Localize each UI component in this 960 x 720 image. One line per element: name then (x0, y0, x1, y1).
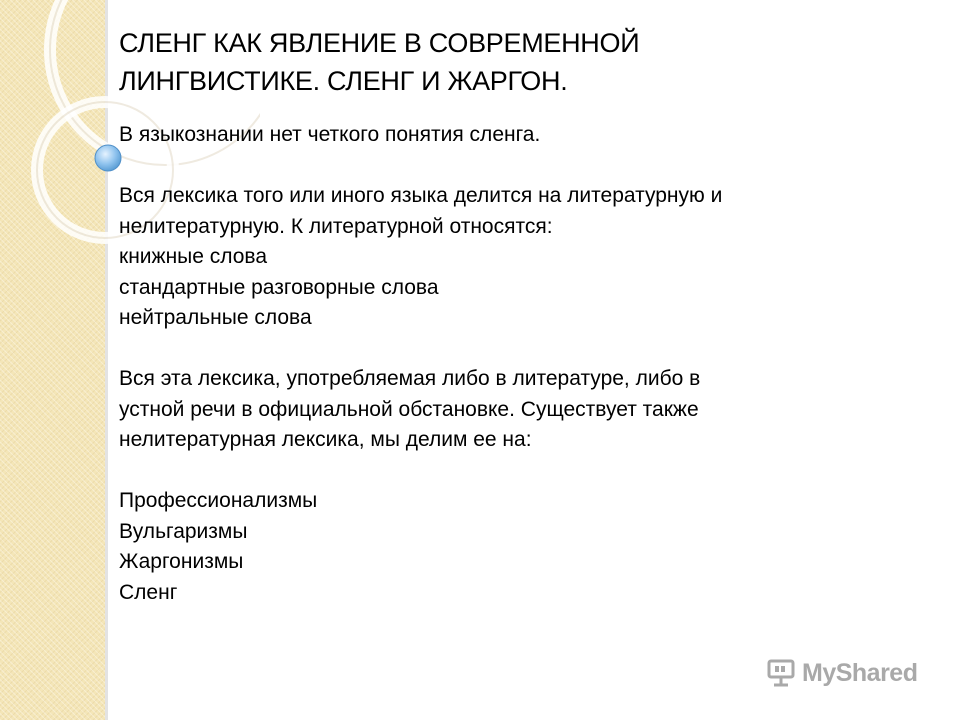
myshared-watermark (766, 656, 926, 690)
slide-title (119, 24, 939, 100)
title-line-2: ЛИНГВИСТИКЕ. СЛЕНГ И ЖАРГОН. (119, 66, 568, 96)
slide-content (119, 24, 939, 608)
nonliterary-item: Вульгаризмы (119, 519, 248, 543)
paragraph-2-line-1: Вся эта лексика, употребляемая либо в литературе, либо в (119, 367, 701, 390)
title-line-1: СЛЕНГ КАК ЯВЛЕНИЕ В СОВРЕМЕННОЙ (119, 28, 640, 58)
literary-item: нейтральные слова (119, 306, 312, 329)
watermark-text: MyShared (802, 658, 918, 687)
intro-sentence: В языкознании нет четкого понятия сленга. (119, 123, 541, 146)
paragraph-2-line-2: устной речи в официальной обстановке. Существует также (119, 397, 699, 421)
literary-item: стандартные разговорные слова (119, 275, 439, 299)
literary-item: книжные слова (119, 245, 268, 268)
paragraph-1-line-1: Вся лексика того или иного языка делится на литературную и (119, 184, 723, 207)
paragraph-1-line-2: нелитературную. К литературной относятся: (119, 214, 553, 238)
nonliterary-item: Жаргонизмы (119, 550, 244, 573)
nonliterary-item: Сленг (119, 580, 178, 604)
blue-ball-ornament (95, 145, 121, 171)
nonliterary-item: Профессионализмы (119, 489, 318, 512)
projector-screen-icon (766, 658, 796, 688)
paragraph-2-line-3: нелитературная лексика, мы делим ее на: (119, 428, 532, 451)
